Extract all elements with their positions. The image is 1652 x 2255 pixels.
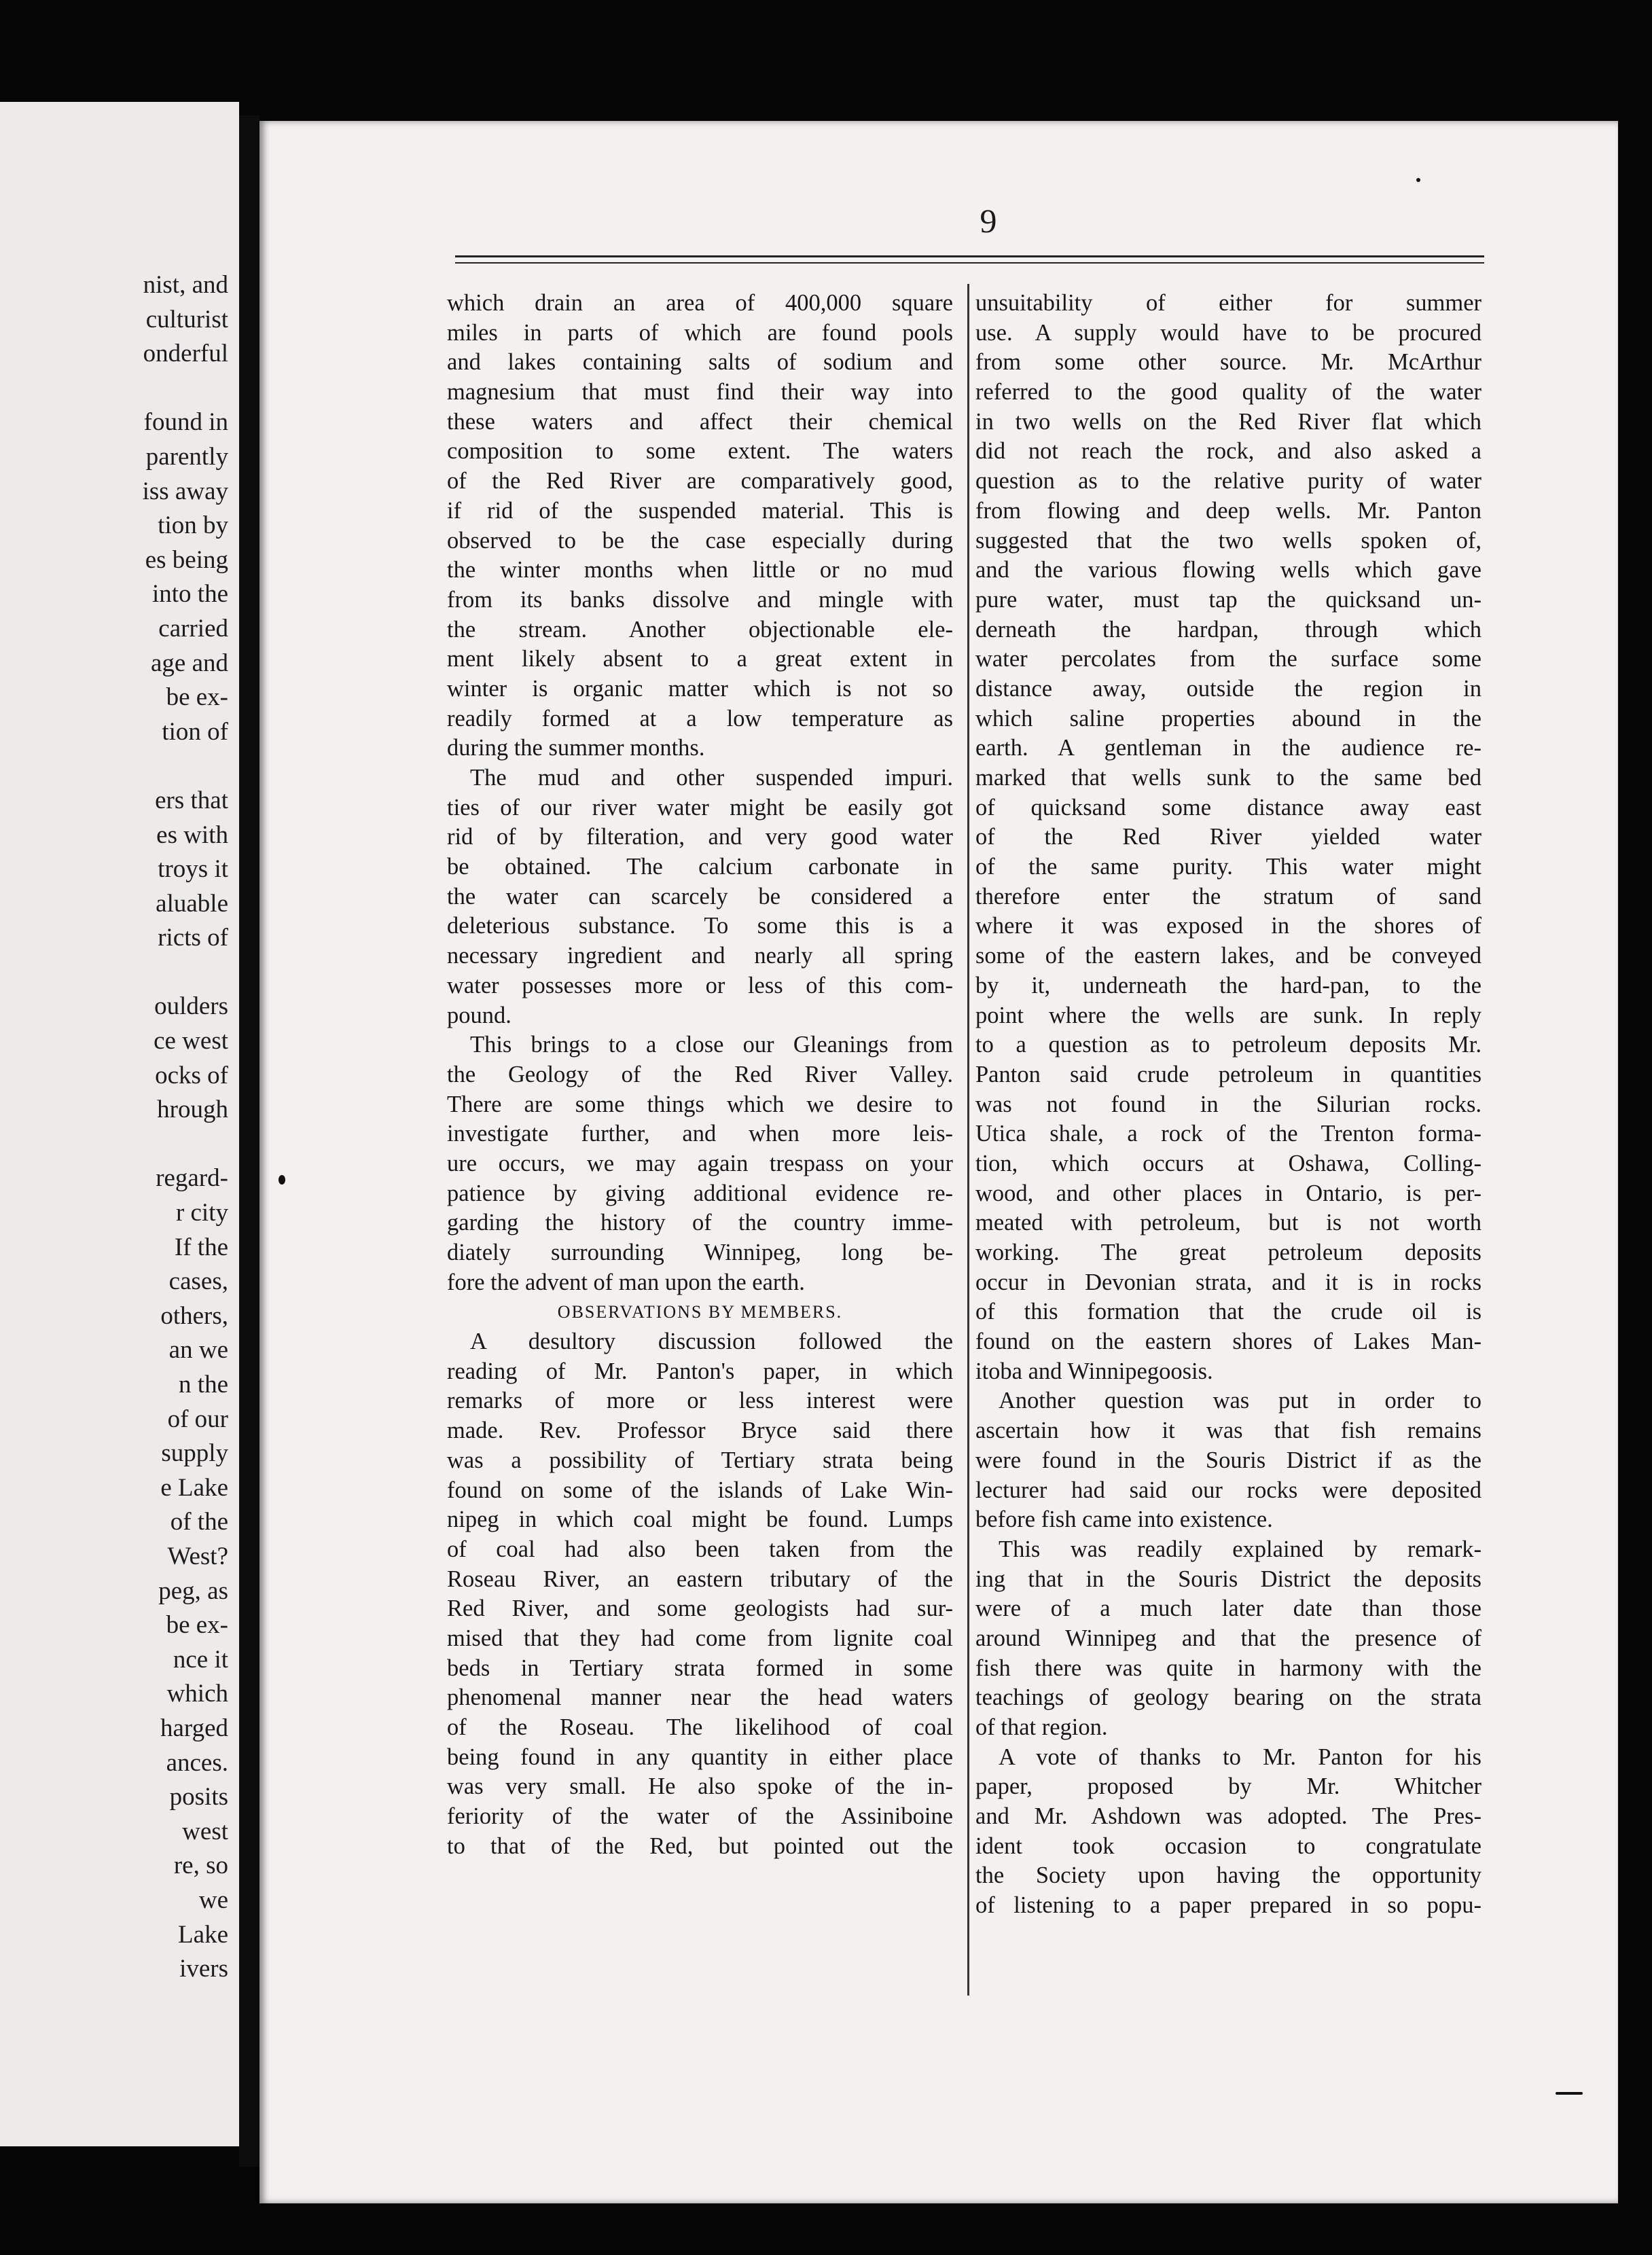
text-line: ment likely absent to a great extent in — [447, 646, 953, 672]
text-line: Utica shale, a rock of the Trenton forma- — [975, 1121, 1482, 1147]
text-line: meated with petroleum, but is not worth — [975, 1210, 1482, 1236]
text-line: working. The great petroleum deposits — [975, 1240, 1482, 1265]
text-line: teachings of geology bearing on the strata — [975, 1684, 1482, 1711]
text-line: around Winnipeg and that the presence of — [975, 1625, 1482, 1651]
text-line: of the Roseau. The likelihood of coal — [447, 1714, 953, 1740]
facing-page-line: onderful — [143, 340, 228, 368]
facing-page-line: regard- — [156, 1164, 228, 1193]
text-line: of that region. — [975, 1714, 1108, 1740]
text-line: patience by giving additional evidence re- — [447, 1180, 953, 1206]
text-line: before fish came into existence. — [975, 1507, 1273, 1533]
facing-page-line: n the — [179, 1371, 228, 1399]
text-line: pure water, must tap the quicksand un- — [975, 586, 1482, 613]
text-line: the winter months when little or no mud — [447, 557, 953, 583]
facing-page-line: ricts of — [158, 924, 228, 952]
text-line: found on the eastern shores of Lakes Man- — [975, 1329, 1482, 1355]
text-line: referred to the good quality of the water — [975, 379, 1482, 405]
facing-page-line: es being — [145, 545, 228, 574]
facing-page-line: tion by — [158, 511, 228, 540]
facing-page-line: carried — [158, 614, 228, 643]
facing-page-line: r city — [175, 1199, 228, 1227]
text-line: deleterious substance. To some this is a — [447, 913, 953, 939]
facing-page-line: west — [182, 1817, 228, 1845]
text-line: lecturer had said our rocks were deposited — [975, 1477, 1482, 1503]
text-line: of coal had also been taken from the — [447, 1536, 953, 1562]
text-line: if rid of the suspended material. This is — [447, 497, 953, 524]
text-line: ident took occasion to congratulate — [975, 1833, 1482, 1859]
facing-page-line: age and — [150, 649, 228, 677]
facing-page-line: ce west — [154, 1027, 228, 1056]
text-line: during the summer months. — [447, 735, 705, 761]
text-line: paper, proposed by Mr. Whitcher — [975, 1773, 1482, 1800]
text-line: and the various flowing wells which gave — [975, 557, 1482, 583]
text-line: was very small. He also spoke of the in- — [447, 1773, 953, 1800]
facing-page-line: which — [166, 1680, 228, 1708]
text-line: The mud and other suspended impuri. — [470, 765, 953, 791]
text-line: derneath the hardpan, through which — [975, 616, 1482, 643]
text-line: some of the eastern lakes, and be conveyed — [975, 943, 1482, 969]
text-line: of the Red River are comparatively good, — [447, 468, 953, 494]
facing-page-line: nist, and — [143, 271, 228, 299]
page-number: 9 — [980, 202, 997, 240]
text-line: readily formed at a low temperature as — [447, 705, 953, 732]
text-line: beds in Tertiary strata formed in some — [447, 1655, 953, 1681]
facing-page-line: iss away — [142, 477, 228, 505]
text-column-right — [975, 289, 1482, 1921]
text-line: the water can scarcely be considered a — [447, 883, 953, 909]
text-line: water possesses more or less of this com- — [447, 972, 953, 998]
ink-streak — [1556, 2092, 1583, 2095]
text-line: were of a much later date than those — [975, 1595, 1482, 1622]
facing-page-line: Lake — [178, 1920, 228, 1949]
text-line: investigate further, and when more leis- — [447, 1121, 953, 1147]
text-line: winter is organic matter which is not so — [447, 675, 953, 702]
text-line: water percolates from the surface some — [975, 646, 1482, 672]
facing-page-line — [143, 749, 228, 784]
facing-page-line — [143, 372, 228, 406]
facing-page-line: of our — [167, 1405, 228, 1433]
text-line: diately surrounding Winnipeg, long be- — [447, 1240, 953, 1265]
ink-speck — [1416, 178, 1420, 182]
text-line: Roseau River, an eastern tributary of the — [447, 1566, 953, 1592]
text-line: and Mr. Ashdown was adopted. The Pres- — [975, 1803, 1482, 1830]
text-line: mised that they had come from lignite coal — [447, 1625, 953, 1651]
text-line: of listening to a paper prepared in so popu- — [975, 1892, 1482, 1919]
text-line: distance away, outside the region in — [975, 675, 1482, 702]
text-line: composition to some extent. The waters — [447, 438, 953, 465]
facing-page-line: re, so — [173, 1852, 228, 1880]
text-line: ascertain how it was that fish remains — [975, 1418, 1482, 1444]
text-line: suggested that the two wells spoken of, — [975, 527, 1482, 554]
facing-page-line: peg, as — [158, 1576, 228, 1605]
text-line: being found in any quantity in either place — [447, 1744, 953, 1770]
section-heading: OBSERVATIONS BY MEMBERS. — [557, 1302, 843, 1322]
facing-page-edge — [0, 102, 239, 2146]
text-line: Red River, and some geologists had sur- — [447, 1595, 953, 1622]
text-line: in two wells on the Red River flat which — [975, 408, 1482, 435]
facing-page-line — [143, 956, 228, 990]
text-line: reading of Mr. Panton's paper, in which — [447, 1358, 953, 1384]
text-line: unsuitability of either for summer — [975, 290, 1482, 316]
text-line: garding the history of the country imme- — [447, 1210, 953, 1236]
text-line: miles in parts of which are found pools — [447, 319, 953, 346]
text-line: to a question as to petroleum deposits Mr. — [975, 1032, 1482, 1058]
facing-page-line: be ex- — [166, 1611, 228, 1640]
header-rule-top — [455, 255, 1484, 257]
text-line: rid of by filteration, and very good water — [447, 824, 953, 850]
text-line: nipeg in which coal might be found. Lumps — [447, 1507, 953, 1533]
facing-page-line: West? — [167, 1542, 228, 1570]
facing-page-line: cases, — [168, 1267, 228, 1296]
text-line: found on some of the islands of Lake Win- — [447, 1477, 953, 1503]
facing-page-line: we — [198, 1886, 228, 1914]
text-line: observed to be the case especially during — [447, 527, 953, 554]
ink-speck — [279, 1175, 285, 1185]
text-line: ing that in the Souris District the deposits — [975, 1566, 1482, 1592]
text-line: by it, underneath the hard-pan, to the — [975, 972, 1482, 998]
facing-page-line: e Lake — [160, 1473, 228, 1502]
text-line: of quicksand some distance away east — [975, 794, 1482, 820]
facing-page-line: of the — [170, 1508, 228, 1536]
text-line: necessary ingredient and nearly all spring — [447, 943, 953, 969]
text-line: Panton said crude petroleum in quantities — [975, 1061, 1482, 1087]
text-line: from its banks dissolve and mingle with — [447, 586, 953, 613]
facing-page-line: an we — [168, 1336, 228, 1365]
facing-page-text — [143, 268, 228, 1987]
text-line: was not found in the Silurian rocks. — [975, 1091, 1482, 1117]
text-line: the stream. Another objectionable ele- — [447, 616, 953, 643]
text-line: remarks of more or less interest were — [447, 1388, 953, 1414]
text-line: earth. A gentleman in the audience re- — [975, 735, 1482, 761]
text-line: did not reach the rock, and also asked a — [975, 438, 1482, 465]
facing-page-line: troys it — [158, 855, 228, 884]
facing-page-line: ers that — [155, 786, 228, 814]
column-divider — [967, 284, 969, 1996]
text-line: feriority of the water of the Assiniboine — [447, 1803, 953, 1830]
text-line: occur in Devonian strata, and it is in rocks — [975, 1269, 1482, 1295]
facing-page-line: hrough — [157, 1096, 228, 1124]
text-line: This brings to a close our Gleanings from — [470, 1032, 953, 1058]
text-line: therefore enter the stratum of sand — [975, 883, 1482, 909]
facing-page-line: parently — [145, 442, 228, 471]
text-line: which drain an area of 400,000 square — [447, 290, 953, 316]
text-line: which saline properties abound in the — [975, 705, 1482, 732]
text-line: point where the wells are sunk. In reply — [975, 1002, 1482, 1028]
facing-page-line: aluable — [156, 889, 228, 918]
text-line: A vote of thanks to Mr. Panton for his — [999, 1744, 1482, 1770]
facing-page-line: be ex- — [166, 683, 228, 712]
facing-page-line: If the — [174, 1233, 228, 1261]
text-line: pound. — [447, 1002, 511, 1028]
text-line: This was readily explained by remark- — [999, 1536, 1482, 1562]
text-line: of the Red River yielded water — [975, 824, 1482, 850]
text-line: phenomenal manner near the head waters — [447, 1684, 953, 1711]
text-line: and lakes containing salts of sodium and — [447, 349, 953, 376]
text-line: marked that wells sunk to the same bed — [975, 765, 1482, 791]
text-line: the Geology of the Red River Valley. — [447, 1061, 953, 1087]
facing-page-line: ocks of — [155, 1061, 228, 1089]
facing-page-line: culturist — [145, 305, 228, 333]
text-line: was a possibility of Tertiary strata being — [447, 1447, 953, 1473]
facing-page-line: others, — [160, 1301, 228, 1330]
facing-page-line: into the — [151, 580, 228, 609]
facing-page-line: oulders — [154, 992, 228, 1021]
text-line: these waters and affect their chemical — [447, 408, 953, 435]
text-line: question as to the relative purity of water — [975, 468, 1482, 494]
facing-page-line: harged — [160, 1714, 228, 1742]
text-line: of this formation that the crude oil is — [975, 1299, 1482, 1325]
text-line: where it was exposed in the shores of — [975, 913, 1482, 939]
text-column-left — [447, 289, 953, 1861]
text-line: A desultory discussion followed the — [470, 1329, 953, 1355]
text-line: the Society upon having the opportunity — [975, 1862, 1482, 1889]
text-line: from some other source. Mr. McArthur — [975, 349, 1482, 376]
book-binding-shadow — [239, 115, 259, 2167]
facing-page-line: ances. — [166, 1748, 228, 1777]
text-line: fish there was quite in harmony with the — [975, 1655, 1482, 1681]
text-line: from flowing and deep wells. Mr. Panton — [975, 497, 1482, 524]
text-line: wood, and other places in Ontario, is per- — [975, 1180, 1482, 1206]
facing-page-line: ivers — [179, 1955, 228, 1983]
text-line: itoba and Winnipegoosis. — [975, 1358, 1213, 1384]
text-line: There are some things which we desire to — [447, 1091, 953, 1117]
header-rule-bottom — [455, 262, 1484, 264]
text-line: Another question was put in order to — [999, 1388, 1482, 1414]
text-line: made. Rev. Professor Bryce said there — [447, 1418, 953, 1444]
text-line: use. A supply would have to be procured — [975, 319, 1482, 346]
facing-page-line — [143, 1128, 228, 1162]
facing-page-line: es with — [156, 820, 228, 849]
text-line: ties of our river water might be easily got — [447, 794, 953, 820]
text-line: to that of the Red, but pointed out the — [447, 1833, 953, 1859]
text-line: tion, which occurs at Oshawa, Colling- — [975, 1150, 1482, 1176]
text-line: of the same purity. This water might — [975, 854, 1482, 880]
text-line: were found in the Souris District if as the — [975, 1447, 1482, 1473]
facing-page-line: supply — [161, 1439, 228, 1468]
text-line: fore the advent of man upon the earth. — [447, 1269, 805, 1295]
facing-page-line: nce it — [173, 1645, 228, 1674]
facing-page-line: found in — [143, 408, 228, 437]
text-line: magnesium that must find their way into — [447, 379, 953, 405]
facing-page-line: tion of — [162, 717, 228, 746]
text-line: ure occurs, we may again trespass on your — [447, 1150, 953, 1176]
text-line: be obtained. The calcium carbonate in — [447, 854, 953, 880]
facing-page-line: posits — [169, 1783, 228, 1811]
